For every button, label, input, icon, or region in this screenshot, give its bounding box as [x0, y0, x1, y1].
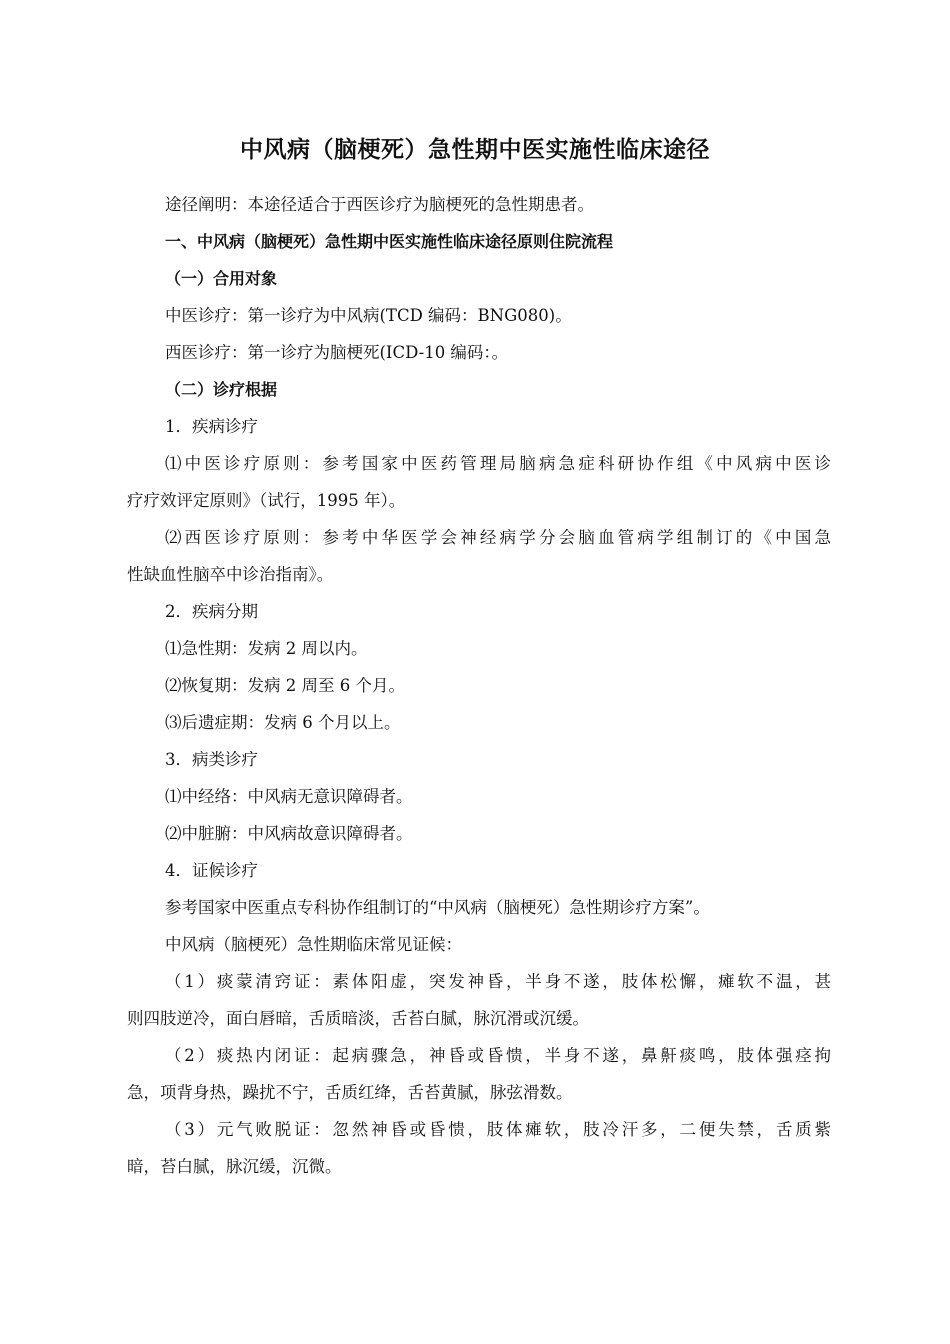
syndrome-1-line-1: （1）痰蒙清窍证：素体阳虚，突发神昏，半身不遂，肢体松懈，瘫软不温，甚: [165, 972, 831, 991]
stage-recovery: ⑵恢复期：发病 2 周至 6 个月。: [165, 676, 405, 695]
paragraph-western-criteria-line-1: ⑵西医诊疗原则：参考中华医学会神经病学分会脑血管病学组制订的《中国急: [165, 528, 831, 547]
western-diagnosis-line: 西医诊疗：第一诊疗为脑梗死(ICD-10 编码：。: [165, 343, 509, 362]
type-meridian: ⑴中经络：中风病无意识障碍者。: [165, 787, 413, 806]
syndrome-3-line-1: （3）元气败脱证：忽然神昏或昏愦，肢体瘫软，肢冷汗多，二便失禁，舌质紫: [165, 1120, 831, 1139]
document-title: 中风病（脑梗死）急性期中医实施性临床途径: [240, 137, 710, 163]
pathway-description: 途径阐明：本途径适合于西医诊疗为脑梗死的急性期患者。: [165, 195, 594, 214]
subsection-heading-applicable-subjects: （一）合用对象: [165, 269, 278, 288]
syndrome-2-line-2: 急，项背身热，躁扰不宁，舌质红绛，舌苔黄腻，脉弦滑数。: [127, 1083, 573, 1102]
paragraph-western-criteria-line-2: 性缺血性脑卒中诊治指南》。: [127, 565, 334, 584]
section-heading-1: 一、中风病（脑梗死）急性期中医实施性临床途径原则住院流程: [165, 232, 614, 251]
item-heading-disease-diagnosis: 1．疾病诊疗: [165, 417, 258, 436]
paragraph-tcm-criteria-line-1: ⑴中医诊疗原则：参考国家中医药管理局脑病急症科研协作组《中风病中医诊: [165, 454, 831, 473]
subsection-heading-diagnosis-basis: （二）诊疗根据: [165, 380, 278, 399]
tcm-diagnosis-line: 中医诊疗：第一诊疗为中风病(TCD 编码：BNG080)。: [165, 306, 572, 325]
stage-acute: ⑴急性期：发病 2 周以内。: [165, 639, 368, 658]
item-heading-disease-staging: 2．疾病分期: [165, 602, 258, 621]
type-viscera: ⑵中脏腑：中风病故意识障碍者。: [165, 824, 413, 843]
stage-sequelae: ⑶后遗症期：发病 6 个月以上。: [165, 713, 401, 732]
syndrome-reference: 参考国家中医重点专科协作组制订的“中风病（脑梗死）急性期诊疗方案”。: [165, 898, 710, 917]
syndrome-2-line-1: （2）痰热内闭证：起病骤急，神昏或昏愦，半身不遂，鼻鼾痰鸣，肢体强痉拘: [165, 1046, 831, 1065]
item-heading-disease-type: 3．病类诊疗: [165, 750, 258, 769]
item-heading-syndrome-diagnosis: 4．证候诊疗: [165, 861, 258, 880]
syndrome-1-line-2: 则四肢逆冷，面白唇暗，舌质暗淡，舌苔白腻，脉沉滑或沉缓。: [127, 1009, 589, 1028]
syndrome-3-line-2: 暗，苔白腻，脉沉缓，沉微。: [127, 1157, 342, 1176]
document-body: [127, 186, 831, 1185]
paragraph-tcm-criteria-line-2: 疗疗效评定原则》（试行，1995 年）。: [127, 491, 406, 510]
common-syndromes-intro: 中风病（脑梗死）急性期临床常见证候：: [165, 935, 462, 954]
